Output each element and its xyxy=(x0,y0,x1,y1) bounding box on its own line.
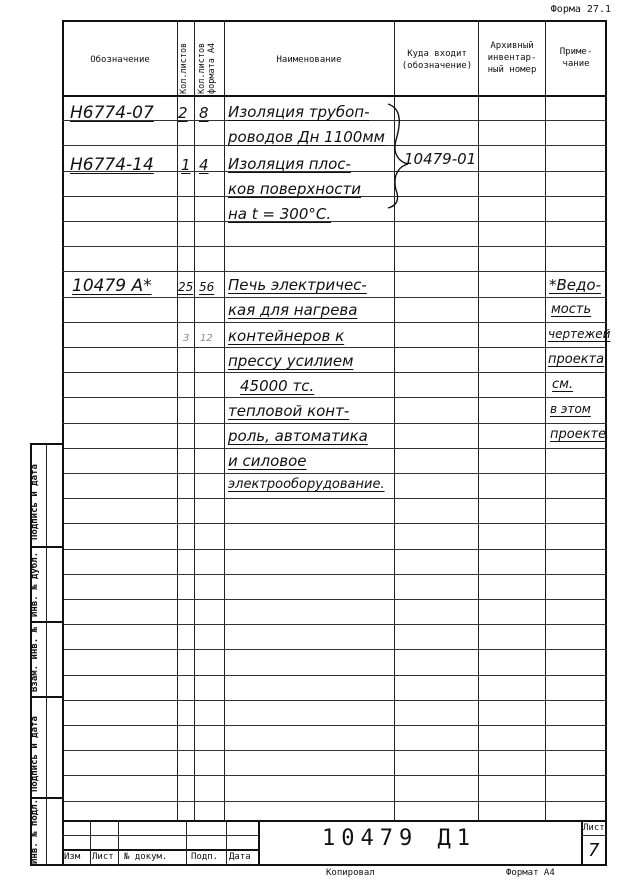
header-sheets-a4: Кол.листов формата А4 xyxy=(197,42,217,94)
header-sheets-count: Кол.листов xyxy=(179,42,189,94)
row3-sub-sheets: 3 xyxy=(183,333,190,344)
note-line6: в этом xyxy=(550,402,591,416)
ruled-row-line xyxy=(62,801,607,802)
ruled-row-line xyxy=(62,423,607,424)
document-number: 10479 Д1 xyxy=(322,826,476,851)
row1-sheets-a4: 8 xyxy=(199,104,209,122)
stamp-col xyxy=(226,820,227,866)
ruled-row-line xyxy=(62,523,607,524)
col-divider xyxy=(545,20,546,822)
row2-name-line1: Изоляция плос- xyxy=(228,155,351,173)
ruled-row-line xyxy=(62,246,607,247)
row2-sheets-a4: 4 xyxy=(199,156,209,174)
ruled-row-line xyxy=(62,347,607,348)
row3-sub-sheets-a4: 12 xyxy=(200,333,213,344)
note-line2: мость xyxy=(551,302,592,317)
footer-copied: Копировал xyxy=(326,868,375,878)
ruled-row-line xyxy=(62,775,607,776)
ruled-row-line xyxy=(62,624,607,625)
header-separator xyxy=(62,95,607,97)
row3-name-line2: кая для нагрева xyxy=(228,301,358,319)
row3-sheets-a4: 56 xyxy=(199,280,215,294)
ruled-row-line xyxy=(62,221,607,222)
row2-name-line2: ков поверхности xyxy=(228,180,362,198)
side-label-sign-date-2: Подпись и дата xyxy=(30,716,40,792)
header-archive-no: Архивный инвентар-ный номер xyxy=(487,41,537,75)
stamp-col-izm: Изм xyxy=(64,852,81,862)
side-label-repl-inv: Взам. инв. № xyxy=(30,626,40,692)
where-used-value: 10479-01 xyxy=(404,150,477,168)
note-line4: проекта xyxy=(548,352,605,367)
row3-name-line7: роль, автоматика xyxy=(228,427,368,445)
col-divider xyxy=(478,20,479,822)
ruled-row-line xyxy=(62,599,607,600)
header-sheets-a4-cell xyxy=(196,22,223,94)
col-divider xyxy=(177,20,178,822)
side-label-sign-date-1: Подпись и дата xyxy=(30,464,40,540)
row3-name-line9: электрооборудование. xyxy=(228,477,385,492)
ruled-row-line xyxy=(62,675,607,676)
ruled-row-line xyxy=(62,725,607,726)
col-divider xyxy=(224,20,225,822)
side-label-dup-inv: Инв. № дубл. xyxy=(30,551,40,617)
col-divider xyxy=(194,20,195,822)
row3-name-line3: контейнеров к xyxy=(228,327,345,345)
ruled-row-line xyxy=(62,549,607,550)
row1-sheets: 2 xyxy=(178,104,188,122)
ruled-row-line xyxy=(62,700,607,701)
sheet-label: Лист xyxy=(583,823,605,833)
row2-name-line3: на t = 300°С. xyxy=(228,205,332,223)
row3-name-line6: тепловой конт- xyxy=(228,402,350,420)
row3-designation: 10479 А* xyxy=(72,276,152,296)
stamp-col-data: Дата xyxy=(229,852,251,862)
ruled-row-line xyxy=(62,271,607,272)
note-line1: *Ведо- xyxy=(549,276,601,294)
stamp-col xyxy=(118,820,119,866)
stamp-col xyxy=(90,820,91,866)
ruled-row-line xyxy=(62,397,607,398)
ruled-row-line xyxy=(62,372,607,373)
side-inner-line xyxy=(46,445,47,864)
stamp-col-podp: Подп. xyxy=(191,852,219,862)
header-note: Приме-чание xyxy=(559,47,593,69)
form-label: Форма 27.1 xyxy=(550,4,611,15)
ruled-row-line xyxy=(62,473,607,474)
stamp-col xyxy=(186,820,187,866)
stamp-top-line xyxy=(62,820,607,822)
ruled-row-line xyxy=(62,297,607,298)
sheet-number: 7 xyxy=(588,840,600,861)
header-where-used: Куда входит (обозначение) xyxy=(401,49,473,71)
row3-name-line4: прессу усилием xyxy=(228,352,354,370)
stamp-line xyxy=(62,835,258,836)
side-divider xyxy=(32,546,62,548)
row1-designation: Н6774-07 xyxy=(70,103,154,123)
ruled-row-line xyxy=(62,649,607,650)
header-name: Наименование xyxy=(276,55,342,65)
note-line7: проекте xyxy=(550,427,607,442)
side-label-orig-inv: Инв. № подл. xyxy=(30,798,40,864)
row3-sheets: 25 xyxy=(178,280,194,294)
ruled-row-line xyxy=(62,322,607,323)
note-line5: см. xyxy=(552,377,574,392)
row1-name-line2: роводов Дн 1100мм xyxy=(228,128,385,146)
row2-designation: Н6774-14 xyxy=(70,155,154,175)
row1-name-line1: Изоляция трубоп- xyxy=(228,103,370,121)
row2-sheets: 1 xyxy=(181,156,191,174)
footer-format: Формат А4 xyxy=(506,868,555,878)
row3-name-line8: и силовое xyxy=(228,452,307,470)
side-divider xyxy=(32,621,62,623)
stamp-col xyxy=(258,820,260,866)
ruled-row-line xyxy=(62,498,607,499)
ruled-row-line xyxy=(62,750,607,751)
header-designation: Обозначение xyxy=(90,55,150,65)
stamp-col-doc: № докум. xyxy=(124,852,168,862)
side-divider xyxy=(32,696,62,698)
stamp-line xyxy=(581,835,607,836)
ruled-row-line xyxy=(62,448,607,449)
stamp-col-list: Лист xyxy=(92,852,114,862)
note-line3: чертежей xyxy=(548,327,611,341)
row3-name-line5: 45000 тс. xyxy=(240,377,315,395)
stamp-line xyxy=(62,849,258,851)
row3-name-line1: Печь электричес- xyxy=(228,276,367,294)
ruled-row-line xyxy=(62,574,607,575)
